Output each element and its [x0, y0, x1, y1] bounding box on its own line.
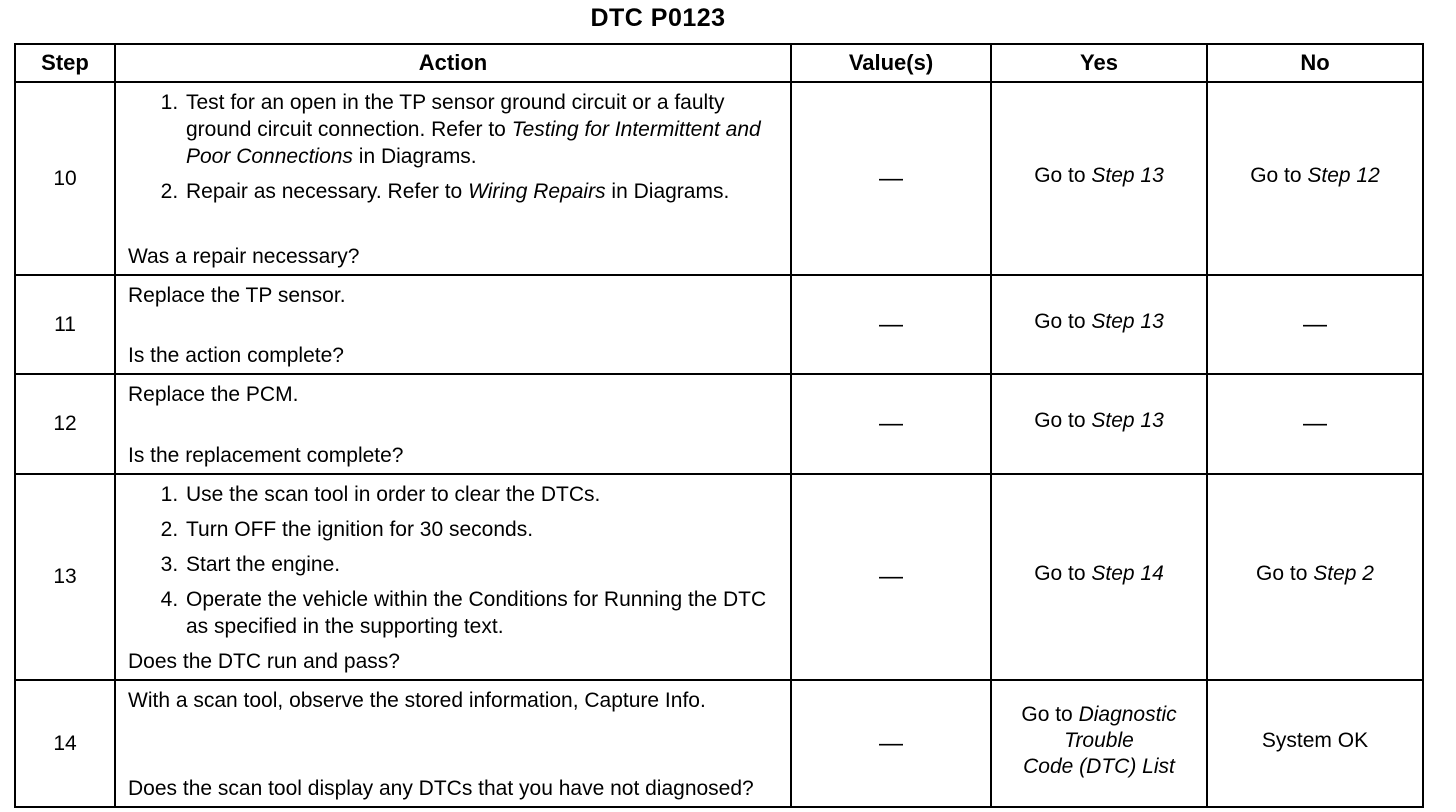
yes-prefix: Go to: [1034, 409, 1092, 432]
yes-cell: [991, 680, 1207, 807]
action-content: [128, 89, 780, 270]
action-cell: [115, 474, 791, 680]
action-content: [128, 481, 780, 675]
header-action: Action: [115, 44, 791, 82]
yes-prefix: Go to: [1034, 309, 1092, 333]
no-link[interactable]: Step 2: [1313, 562, 1374, 585]
yes-link[interactable]: Step 13: [1091, 409, 1164, 432]
yes-link[interactable]: Step 13: [1091, 309, 1164, 333]
action-lead: With a scan tool, observe the stored information, Capture Info.: [128, 689, 706, 712]
header-no: No: [1207, 44, 1423, 82]
table-row: [15, 474, 1423, 680]
no-text: System OK: [1261, 728, 1369, 752]
action-steps: [128, 89, 780, 205]
dtc-table: [14, 43, 1424, 808]
no-cell: [1207, 275, 1423, 374]
table-row: [15, 680, 1423, 807]
value-cell: —: [791, 82, 991, 275]
action-step: [184, 586, 780, 640]
action-question: Was a repair necessary?: [128, 245, 360, 268]
no-cell: [1207, 82, 1423, 275]
yes-link[interactable]: Diagnostic: [1078, 702, 1177, 726]
header-step: Step: [15, 44, 115, 82]
step-number: 12: [15, 374, 115, 474]
header-values: Value(s): [791, 44, 991, 82]
action-instructions: [128, 89, 780, 213]
action-content: [128, 381, 780, 469]
action-lead: Replace the PCM.: [128, 383, 299, 406]
action-content: [128, 282, 780, 369]
action-question: Is the action complete?: [128, 344, 344, 367]
no-text: —: [1303, 410, 1327, 437]
step-text: Use the scan tool in order to clear the DTCs.: [186, 483, 601, 506]
step-text: in Diagrams.: [352, 145, 477, 168]
step-number: 10: [15, 82, 115, 275]
no-cell: [1207, 680, 1423, 807]
action-instructions: [128, 282, 780, 309]
action-cell: [115, 82, 791, 275]
action-cell: [115, 374, 791, 474]
action-instructions: [128, 687, 780, 714]
step-number: 13: [15, 474, 115, 680]
no-cell: [1207, 374, 1423, 474]
table-row: [15, 374, 1423, 474]
table-row: [15, 82, 1423, 275]
yes-cell: [991, 82, 1207, 275]
action-instructions: [128, 481, 780, 648]
action-cell: [115, 275, 791, 374]
step-text: Turn OFF the ignition for 30 seconds.: [186, 518, 534, 541]
header-row: [15, 44, 1423, 82]
yes-link[interactable]: Code (DTC) List: [1023, 754, 1175, 778]
step-text: Start the engine.: [186, 553, 341, 576]
action-steps: [128, 481, 780, 640]
step-number: 14: [15, 680, 115, 807]
step-text: Test for an open in the TP sensor ground circuit or a faulty ground circuit connection. Refer to: [186, 91, 725, 141]
action-step: [184, 551, 780, 578]
yes-prefix: Go to: [1034, 163, 1092, 187]
value-cell: —: [791, 275, 991, 374]
value-cell: —: [791, 474, 991, 680]
no-prefix: Go to: [1250, 163, 1308, 187]
value-cell: —: [791, 374, 991, 474]
action-step: [184, 516, 780, 543]
no-prefix: Go to: [1256, 562, 1314, 585]
action-question: Does the scan tool display any DTCs that you have not diagnosed?: [128, 777, 754, 800]
action-step: [184, 89, 780, 170]
yes-link[interactable]: Step 13: [1091, 163, 1164, 187]
action-cell: [115, 680, 791, 807]
action-lead: Replace the TP sensor.: [128, 284, 346, 307]
step-number: 11: [15, 275, 115, 374]
value-cell: —: [791, 680, 991, 807]
yes-cell: [991, 474, 1207, 680]
action-question: Is the replacement complete?: [128, 444, 404, 467]
yes-prefix: Go to: [1021, 702, 1079, 726]
table-row: [15, 275, 1423, 374]
no-text: —: [1303, 310, 1327, 338]
reference-link: Wiring Repairs: [468, 180, 606, 203]
yes-link[interactable]: Step 14: [1091, 562, 1164, 585]
action-question: Does the DTC run and pass?: [128, 650, 400, 673]
step-text: Operate the vehicle within the Conditions for Running the DTC as specified in the supporting text.: [186, 588, 767, 638]
yes-cell: [991, 275, 1207, 374]
reference-link: Testing for Intermittent and Poor Connections: [186, 118, 761, 168]
step-text: in Diagrams.: [605, 180, 730, 203]
action-instructions: [128, 381, 780, 408]
no-cell: [1207, 474, 1423, 680]
action-step: [184, 481, 780, 508]
header-yes: Yes: [991, 44, 1207, 82]
action-step: [184, 178, 780, 205]
no-link[interactable]: Step 12: [1307, 163, 1380, 187]
yes-cell: [991, 374, 1207, 474]
page-title: DTC P0123: [590, 4, 726, 32]
step-text: Repair as necessary. Refer to: [186, 180, 469, 203]
yes-link[interactable]: Trouble: [1064, 728, 1134, 752]
yes-prefix: Go to: [1034, 562, 1092, 585]
action-content: [128, 687, 780, 802]
